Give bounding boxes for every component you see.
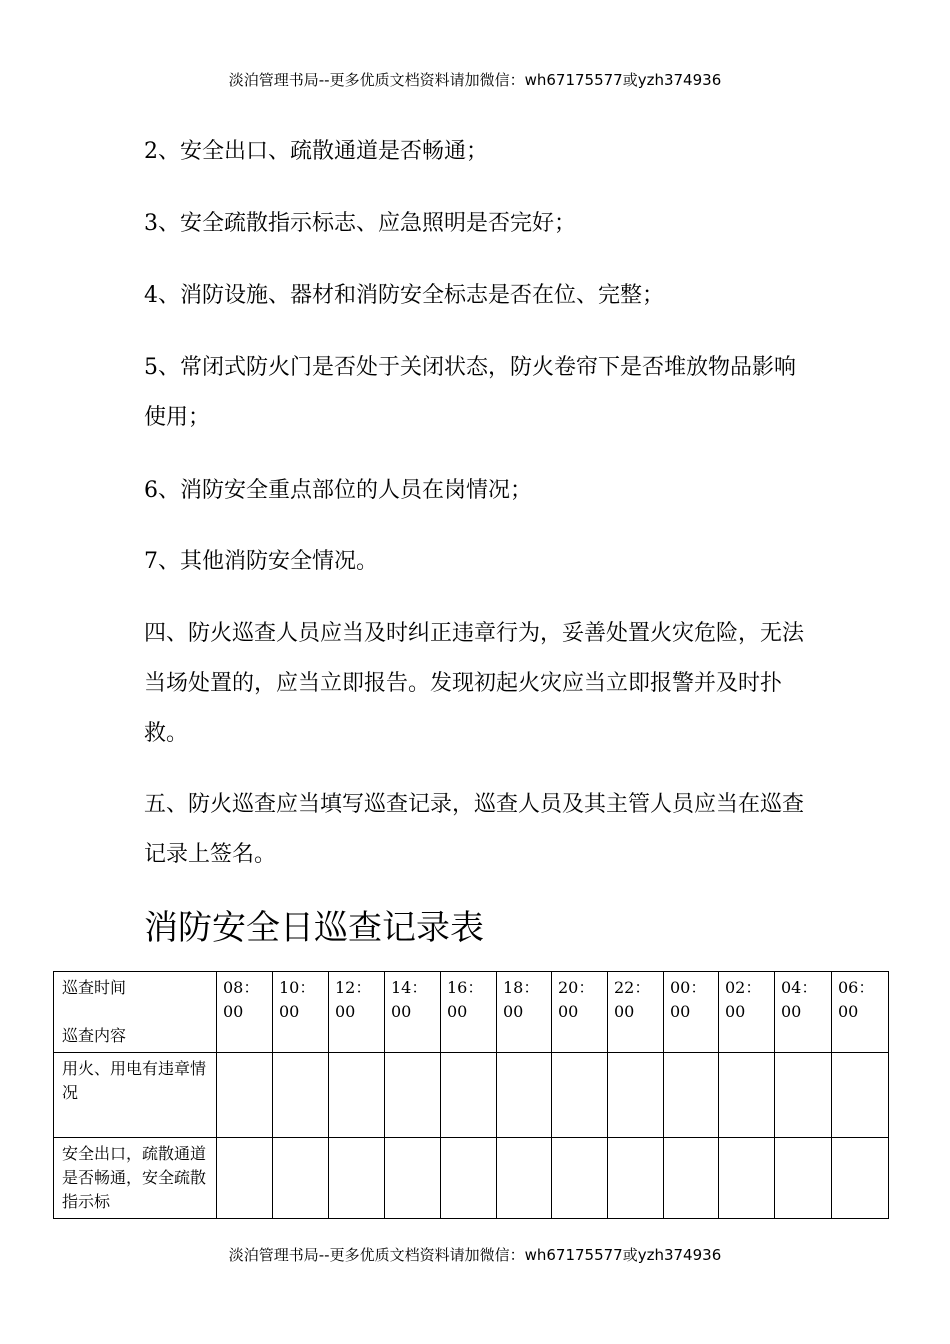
record-cell[interactable] <box>497 1138 552 1219</box>
record-cell[interactable] <box>608 1138 664 1219</box>
record-cell[interactable] <box>217 1138 273 1219</box>
time-cell: 14：00 <box>385 972 441 1053</box>
time-cell: 16：00 <box>441 972 497 1053</box>
record-cell[interactable] <box>832 1138 889 1219</box>
time-cell: 18：00 <box>497 972 552 1053</box>
time-cell: 06：00 <box>832 972 889 1053</box>
paragraph: 4、消防设施、器材和消防安全标志是否在位、完整； <box>144 283 664 308</box>
page-footer: 淡泊管理书局--更多优质文档资料请加微信：wh67175577或yzh374936 <box>228 1246 722 1264</box>
paragraph: 五、防火巡查应当填写巡查记录，巡查人员及其主管人员应当在巡查记录上签名。 <box>144 792 805 867</box>
record-cell[interactable] <box>775 1053 832 1138</box>
record-cell[interactable] <box>441 1138 497 1219</box>
paragraph: 7、其他消防安全情况。 <box>144 549 378 574</box>
patrol-record-table <box>53 971 889 1219</box>
record-cell[interactable] <box>832 1053 889 1138</box>
record-cell[interactable] <box>273 1053 329 1138</box>
record-cell[interactable] <box>441 1053 497 1138</box>
table-row <box>54 1138 889 1219</box>
time-cell: 00：00 <box>664 972 719 1053</box>
record-cell[interactable] <box>552 1138 608 1219</box>
time-cell: 22：00 <box>608 972 664 1053</box>
corner-cell <box>54 972 217 1053</box>
record-cell[interactable] <box>497 1053 552 1138</box>
record-cell[interactable] <box>552 1053 608 1138</box>
table-header-row <box>54 972 889 1053</box>
page-header: 淡泊管理书局--更多优质文档资料请加微信：wh67175577或yzh374936 <box>228 71 722 89</box>
record-cell[interactable] <box>329 1138 385 1219</box>
record-cell[interactable] <box>329 1053 385 1138</box>
paragraph: 2、安全出口、疏散通道是否畅通； <box>144 139 488 164</box>
row-label: 安全出口，疏散通道是否畅通，安全疏散指示标 <box>54 1138 217 1219</box>
record-cell[interactable] <box>719 1138 775 1219</box>
time-cell: 04：00 <box>775 972 832 1053</box>
time-cell: 12：00 <box>329 972 385 1053</box>
row-label: 用火、用电有违章情况 <box>54 1053 217 1138</box>
time-cell: 10：00 <box>273 972 329 1053</box>
time-cell: 20：00 <box>552 972 608 1053</box>
time-cell: 08：00 <box>217 972 273 1053</box>
record-cell[interactable] <box>664 1138 719 1219</box>
record-cell[interactable] <box>385 1138 441 1219</box>
paragraph: 3、安全疏散指示标志、应急照明是否完好； <box>144 211 576 236</box>
paragraph: 5、常闭式防火门是否处于关闭状态，防火卷帘下是否堆放物品影响使用； <box>144 355 796 430</box>
record-cell[interactable] <box>273 1138 329 1219</box>
record-cell[interactable] <box>385 1053 441 1138</box>
record-cell[interactable] <box>217 1053 273 1138</box>
record-cell[interactable] <box>719 1053 775 1138</box>
record-cell[interactable] <box>664 1053 719 1138</box>
corner-content-label: 巡查内容 <box>62 1026 127 1045</box>
table-title: 消防安全日巡查记录表 <box>144 908 484 948</box>
time-cell: 02：00 <box>719 972 775 1053</box>
paragraph: 四、防火巡查人员应当及时纠正违章行为，妥善处置火灾危险，无法当场处置的，应当立即报告。发现初起火灾应当立即报警并及时扑救。 <box>144 621 805 746</box>
corner-time-label: 巡查时间 <box>62 978 127 997</box>
table-row <box>54 1053 889 1138</box>
paragraph: 6、消防安全重点部位的人员在岗情况； <box>144 478 532 503</box>
record-cell[interactable] <box>775 1138 832 1219</box>
record-cell[interactable] <box>608 1053 664 1138</box>
